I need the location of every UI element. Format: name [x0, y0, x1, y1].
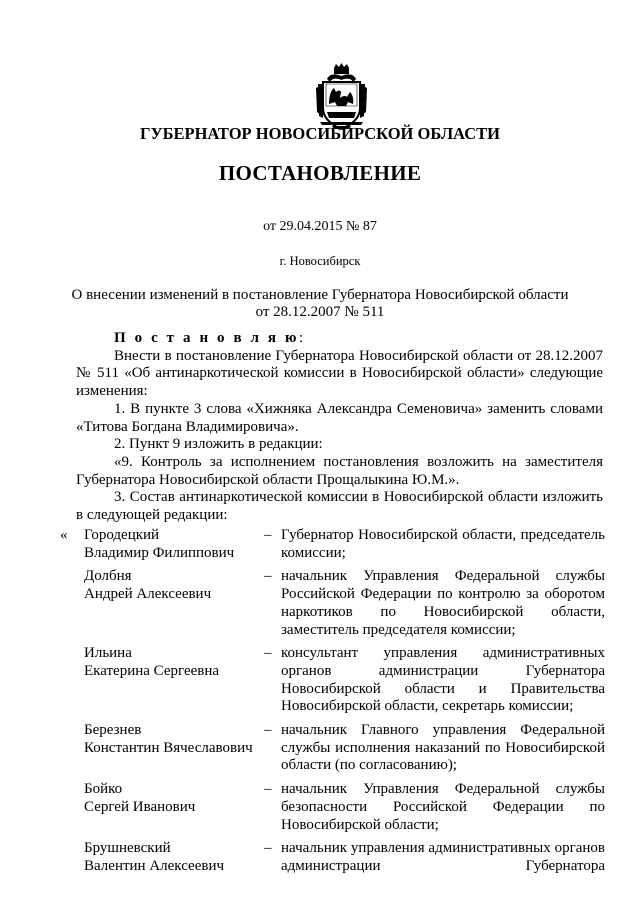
- roster-member: [60, 840, 605, 875]
- member-role: начальник Управления Федеральной службы безопасности Российской Федерации по Новосибирской области;: [281, 781, 605, 833]
- member-role: Губернатор Новосибирской области, председатель комиссии;: [281, 527, 605, 561]
- document-subject-line: от 28.12.2007 № 511: [255, 304, 385, 320]
- decree-colon: :: [299, 330, 304, 346]
- member-surname: Брушневский: [84, 840, 171, 857]
- member-surname: Городецкий: [84, 527, 160, 543]
- member-given-name: Екатерина Сергеевна: [84, 662, 220, 679]
- member-surname: Долбня: [84, 568, 132, 585]
- body-paragraph: «9. Контроль за исполнением постановления возложить на заместителя Губернатора Новосибирской области Прощалыкина Ю.М.».: [76, 453, 603, 488]
- member-name: [84, 781, 264, 834]
- member-given-name: Владимир Филиппович: [84, 544, 235, 561]
- decree-body: [76, 330, 603, 525]
- member-surname: Березнев: [84, 722, 142, 739]
- member-dash: –: [264, 781, 272, 798]
- member-role: начальник Управления Федеральной службы Российской Федерации по контролю за оборотом наркотиков по Новосибирской области, заместитель председателя комиссии;: [281, 568, 605, 638]
- member-dash: –: [264, 527, 272, 543]
- member-given-name: Сергей Иванович: [84, 798, 196, 815]
- member-name: [84, 722, 264, 775]
- member-dash: –: [264, 645, 272, 662]
- coat-of-arms-icon: [314, 62, 369, 132]
- roster-member: [60, 645, 605, 716]
- document-subject-line: О внесении изменений в постановление Губернатора Новосибирской области: [71, 287, 569, 303]
- roster-member: [60, 722, 605, 775]
- member-given-name: Валентин Алексеевич: [84, 857, 225, 874]
- body-paragraph: Внести в постановление Губернатора Новосибирской области от 28.12.2007 № 511 «Об антинаркотической комиссии в Новосибирской области» следующие изменения:: [76, 347, 603, 400]
- member-dash: –: [264, 840, 272, 857]
- member-surname: Ильина: [84, 645, 132, 662]
- member-dash: –: [264, 722, 272, 739]
- decree-heading: [76, 330, 603, 348]
- member-given-name: Андрей Алексеевич: [84, 586, 212, 603]
- member-dash: –: [264, 568, 272, 585]
- member-given-name: Константин Вячеславович: [84, 739, 253, 756]
- roster-member: [60, 527, 605, 562]
- decree-word: П о с т а н о в л я ю: [114, 330, 300, 346]
- member-name: [84, 645, 264, 716]
- member-role: начальник управления административных органов администрации Губернатора: [281, 840, 605, 874]
- document-subject: [0, 287, 640, 321]
- member-role: консультант управления административных органов администрации Губернатора Новосибирской области и Правительства Новосибирской области, секретарь комиссии;: [281, 645, 605, 715]
- document-date-number: от 29.04.2015 № 87: [263, 219, 377, 234]
- body-paragraph: 1. В пункте 3 слова «Хижняка Александра Семеновича» заменить словами «Титова Богдана Владимировича».: [76, 400, 603, 435]
- member-surname: Бойко: [84, 781, 123, 798]
- issuing-authority: ГУБЕРНАТОР НОВОСИБИРСКОЙ ОБЛАСТИ: [140, 124, 500, 143]
- roster-member: [60, 568, 605, 639]
- document-type-title: ПОСТАНОВЛЕНИЕ: [218, 161, 422, 185]
- document-city: г. Новосибирск: [279, 254, 361, 268]
- roster-member: [60, 781, 605, 834]
- commission-roster: [60, 527, 605, 882]
- body-paragraph: 3. Состав антинаркотической комиссии в Новосибирской области изложить в следующей редакции:: [76, 489, 603, 524]
- member-role: начальник Главного управления Федеральной службы исполнения наказаний по Новосибирской области (по согласованию);: [281, 722, 605, 774]
- member-name: [84, 527, 264, 562]
- member-name: [84, 568, 264, 639]
- member-name: [84, 840, 264, 875]
- roster-open-quote: «: [60, 527, 68, 543]
- body-paragraph: 2. Пункт 9 изложить в редакции:: [114, 436, 323, 453]
